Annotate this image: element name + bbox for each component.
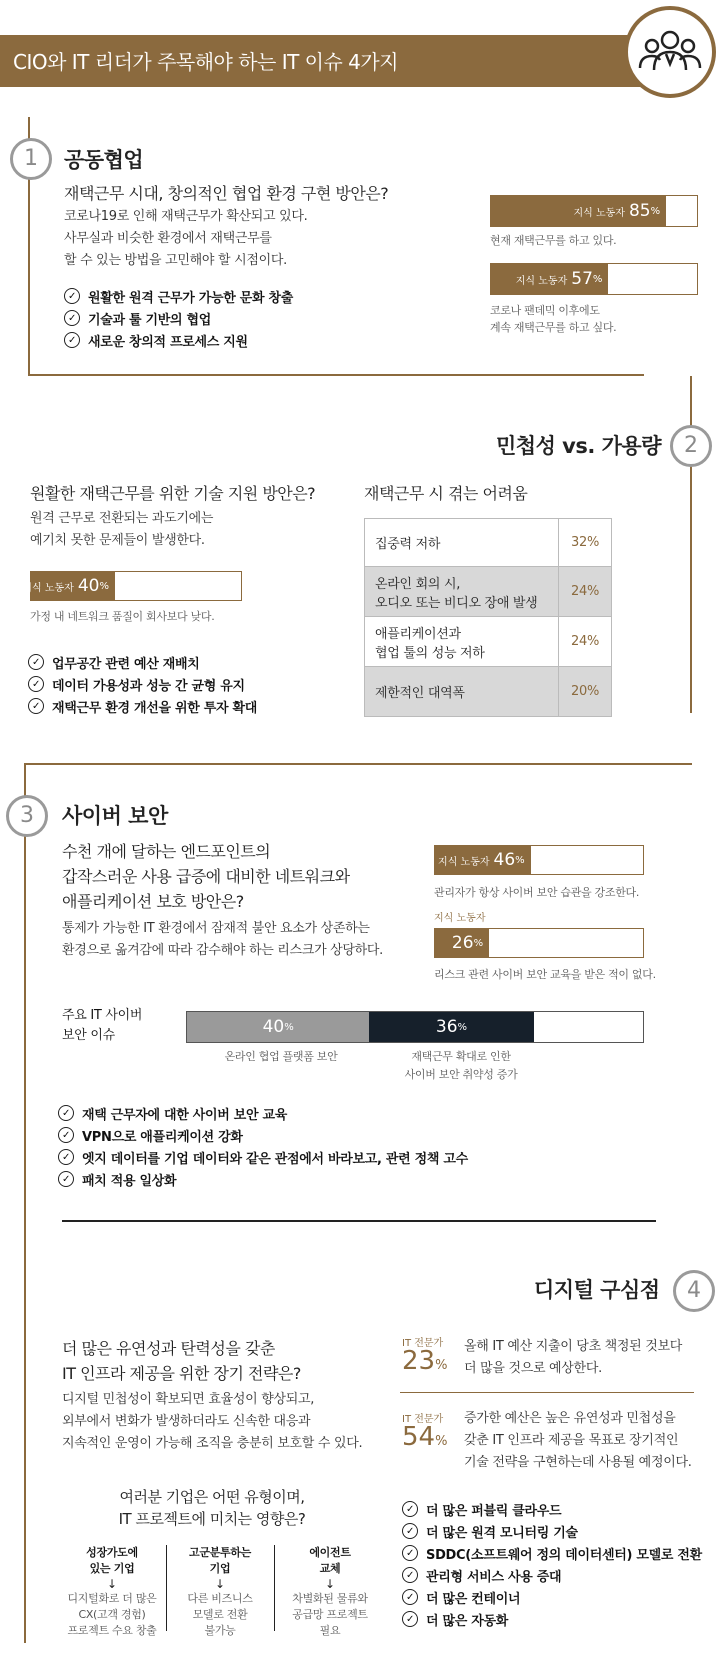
- check-circle-icon: ✓: [28, 654, 44, 670]
- check-item: ✓ SDDC(소프트웨어 정의 데이터센터) 모델로 전환: [402, 1542, 702, 1564]
- section-1-title: 공동협업: [64, 148, 144, 172]
- check-item: ✓ 더 많은 자동화: [402, 1608, 702, 1630]
- section-4-body-line1: 디지털 민첩성이 확보되면 효율성이 향상되고,: [62, 1392, 315, 1407]
- expert-label: IT 전문가: [402, 1414, 444, 1425]
- company-types: [62, 1545, 382, 1637]
- stat-note: 계속 재택근무를 하고 싶다.: [490, 321, 617, 334]
- table-row: [365, 617, 612, 667]
- section-4-body-line2: 외부에서 변화가 발생하더라도 신속한 대응과: [62, 1414, 311, 1429]
- section-2-number: 2: [670, 425, 712, 467]
- check-item: ✓ 엣지 데이터를 기업 데이터와 같은 관점에서 바라보고, 관련 정책 고수: [58, 1146, 468, 1168]
- check-item: ✓ 데이터 가용성과 성능 간 균형 유지: [28, 673, 257, 695]
- check-circle-icon: ✓: [402, 1501, 418, 1517]
- issue-note: 온라인 협업 플랫폼 보안: [224, 1050, 338, 1063]
- check-circle-icon: ✓: [58, 1171, 74, 1187]
- check-circle-icon: ✓: [64, 332, 80, 348]
- difficulty-table: [364, 518, 612, 717]
- table-cell-percent: 32%: [559, 519, 612, 567]
- section-1-bottom-line: [28, 374, 644, 376]
- section-3-title: 사이버 보안: [62, 804, 168, 828]
- check-circle-icon: ✓: [402, 1611, 418, 1627]
- check-circle-icon: ✓: [28, 676, 44, 692]
- check-item: ✓ 더 많은 퍼블릭 클라우드: [402, 1498, 702, 1520]
- expert-label: IT 전문가: [402, 1338, 444, 1349]
- people-group-logo: [624, 6, 716, 98]
- section-1-body-line2: 사무실과 비슷한 환경에서 재택근무를: [64, 231, 272, 246]
- table-cell-label: 온라인 회의 시, 오디오 또는 비디오 장애 발생: [365, 567, 559, 617]
- section-2-body-line2: 예기치 못한 문제들이 발생한다.: [30, 533, 205, 548]
- section-3-left-line: [24, 763, 26, 1643]
- difficulty-table-title: 재택근무 시 겪는 어려움: [364, 484, 528, 503]
- check-circle-icon: ✓: [58, 1105, 74, 1121]
- section-4-number: 4: [673, 1270, 715, 1312]
- stat-note: 코로나 팬데믹 이후에도: [490, 304, 600, 317]
- check-item: ✓ 더 많은 원격 모니터링 기술: [402, 1520, 702, 1542]
- issue-note: 재택근무 확대로 인한 사이버 보안 취약성 증가: [404, 1050, 518, 1081]
- stat-note: 리스크 관련 사이버 보안 교육을 받은 적이 없다.: [434, 968, 656, 981]
- issue-stacked-bar: [186, 1011, 644, 1043]
- section-4-checklist: [402, 1498, 702, 1630]
- stat-note: 현재 재택근무를 하고 있다.: [490, 234, 617, 247]
- stat-bar: [490, 263, 698, 295]
- section-3-body-line2: 환경으로 옮겨감에 따라 감수해야 하는 리스크가 상당하다.: [62, 943, 384, 958]
- section-1-body-line3: 할 수 있는 방법을 고민해야 할 시점이다.: [64, 253, 287, 268]
- section-3-question-line2: 갑작스러운 사용 급증에 대비한 네트워크와: [62, 867, 350, 886]
- check-circle-icon: ✓: [402, 1545, 418, 1561]
- stat-bar: [490, 195, 698, 227]
- table-cell-percent: 20%: [559, 667, 612, 717]
- check-circle-icon: ✓: [28, 698, 44, 714]
- section-4-question-line2: IT 인프라 제공을 위한 장기 전략은?: [62, 1364, 301, 1383]
- section-2-question: 원활한 재택근무를 위한 기술 지원 방안은?: [30, 484, 316, 503]
- section-3-number: 3: [6, 795, 48, 837]
- check-item: ✓ 재택근무 환경 개선을 위한 투자 확대: [28, 695, 257, 717]
- check-circle-icon: ✓: [402, 1589, 418, 1605]
- section-3-question-line1: 수천 개에 달하는 엔드포인트의: [62, 842, 271, 861]
- stat-bar-fill: 지식 노동자 40 %: [31, 572, 115, 600]
- check-item: ✓ 업무공간 관련 예산 재배치: [28, 651, 257, 673]
- stat-bar-fill: 지식 노동자 85 %: [491, 196, 666, 226]
- type-separator: [166, 1545, 167, 1631]
- section-3-top-line: [24, 763, 692, 765]
- type-separator: [274, 1545, 275, 1631]
- company-type-struggling: 고군분투하는 기업 ↓ 다른 비즈니스 모델로 전환 불가능: [170, 1545, 270, 1639]
- company-type-agent: 에이전트 교체 ↓ 차별화된 물류와 공급망 프로젝트 필요: [278, 1545, 382, 1639]
- table-row: [365, 667, 612, 717]
- check-circle-icon: ✓: [58, 1127, 74, 1143]
- arrow-down-icon: ↓: [214, 1577, 226, 1591]
- section-3-body-line1: 통제가 가능한 IT 환경에서 잠재적 불안 요소가 상존하는: [62, 921, 370, 936]
- expert-value: 54%: [402, 1422, 448, 1452]
- table-row: [365, 567, 612, 617]
- expert-divider: [400, 1392, 694, 1393]
- stat-bar-fill: 26 %: [435, 929, 489, 957]
- page-title: CIO와 IT 리더가 주목해야 하는 IT 이슈 4가지: [13, 50, 399, 74]
- stat-note: 관리자가 항상 사이버 보안 습관을 강조한다.: [434, 886, 640, 899]
- check-circle-icon: ✓: [64, 310, 80, 326]
- section-2-body-line1: 원격 근무로 전환되는 과도기에는: [30, 511, 214, 526]
- table-cell-percent: 24%: [559, 567, 612, 617]
- company-type-growth: 성장가도에 있는 기업 ↓ 디지털화로 더 많은 CX(고객 경험) 프로젝트 수요 창출: [62, 1545, 162, 1639]
- check-item: ✓ VPN으로 애플리케이션 강화: [58, 1124, 468, 1146]
- check-item: ✓ 원활한 원격 근무가 가능한 문화 창출: [64, 285, 293, 307]
- issue-bar-segment: 36 %: [369, 1012, 533, 1042]
- section-4-title: 디지털 구심점: [534, 1278, 660, 1302]
- section-1-body-line1: 코로나19로 인해 재택근무가 확산되고 있다.: [64, 209, 308, 224]
- check-item: ✓ 패치 적용 일상화: [58, 1168, 468, 1190]
- section-1-checklist: [64, 285, 293, 351]
- section-2-checklist: [28, 651, 257, 717]
- section-3-checklist: [58, 1102, 468, 1190]
- stat-bar-fill: 지식 노동자 46 %: [435, 846, 531, 874]
- section-1-question: 재택근무 시대, 창의적인 협업 환경 구현 방안은?: [64, 184, 389, 203]
- section-4-question-line1: 더 많은 유연성과 탄력성을 갖춘: [62, 1339, 275, 1358]
- company-type-question: 여러분 기업은 어떤 유형이며, IT 프로젝트에 미치는 영향은?: [118, 1488, 306, 1528]
- check-circle-icon: ✓: [402, 1523, 418, 1539]
- section-4-body-line3: 지속적인 운영이 가능해 조직을 충분히 보호할 수 있다.: [62, 1436, 363, 1451]
- check-item: ✓ 새로운 창의적 프로세스 지원: [64, 329, 293, 351]
- check-item: ✓ 기술과 툴 기반의 협업: [64, 307, 293, 329]
- section-2-title: 민첩성 vs. 가용량: [496, 434, 662, 458]
- table-row: [365, 519, 612, 567]
- expert-text: 증가한 예산은 높은 유연성과 민첩성을 갖춘 IT 인프라 제공을 목표로 장기적인 기술 전략을 구현하는데 사용될 예정이다.: [464, 1411, 692, 1470]
- check-circle-icon: ✓: [402, 1567, 418, 1583]
- section-3-question-line3: 애플리케이션 보호 방안은?: [62, 892, 244, 911]
- check-item: ✓ 더 많은 컨테이너: [402, 1586, 702, 1608]
- stat-bar: [434, 928, 644, 958]
- check-item: ✓ 재택 근무자에 대한 사이버 보안 교육: [58, 1102, 468, 1124]
- table-cell-label: 애플리케이션과 협업 툴의 성능 저하: [365, 617, 559, 667]
- expert-value: 23%: [402, 1346, 448, 1376]
- table-cell-label: 집중력 저하: [365, 519, 559, 567]
- stat-label: 지식 노동자: [434, 913, 486, 924]
- check-circle-icon: ✓: [64, 288, 80, 304]
- arrow-down-icon: ↓: [324, 1577, 336, 1591]
- section-1-number: 1: [10, 138, 52, 180]
- check-item: ✓ 관리형 서비스 사용 증대: [402, 1564, 702, 1586]
- expert-text: 올해 IT 예산 지출이 당초 책정된 것보다 더 많을 것으로 예상한다.: [464, 1339, 683, 1376]
- arrow-down-icon: ↓: [106, 1577, 118, 1591]
- stat-bar: [22, 571, 242, 601]
- divider: [62, 1220, 656, 1222]
- check-circle-icon: ✓: [58, 1149, 74, 1165]
- issue-bar-segment: 40 %: [187, 1012, 369, 1042]
- table-cell-label: 제한적인 대역폭: [365, 667, 559, 717]
- stat-bar-fill: 지식 노동자 57 %: [491, 264, 608, 294]
- stat-note: 가정 내 네트워크 품질이 회사보다 낮다.: [30, 610, 215, 623]
- stat-bar: [434, 845, 644, 875]
- table-cell-percent: 24%: [559, 617, 612, 667]
- issue-label: 주요 IT 사이버 보안 이슈: [62, 1008, 143, 1043]
